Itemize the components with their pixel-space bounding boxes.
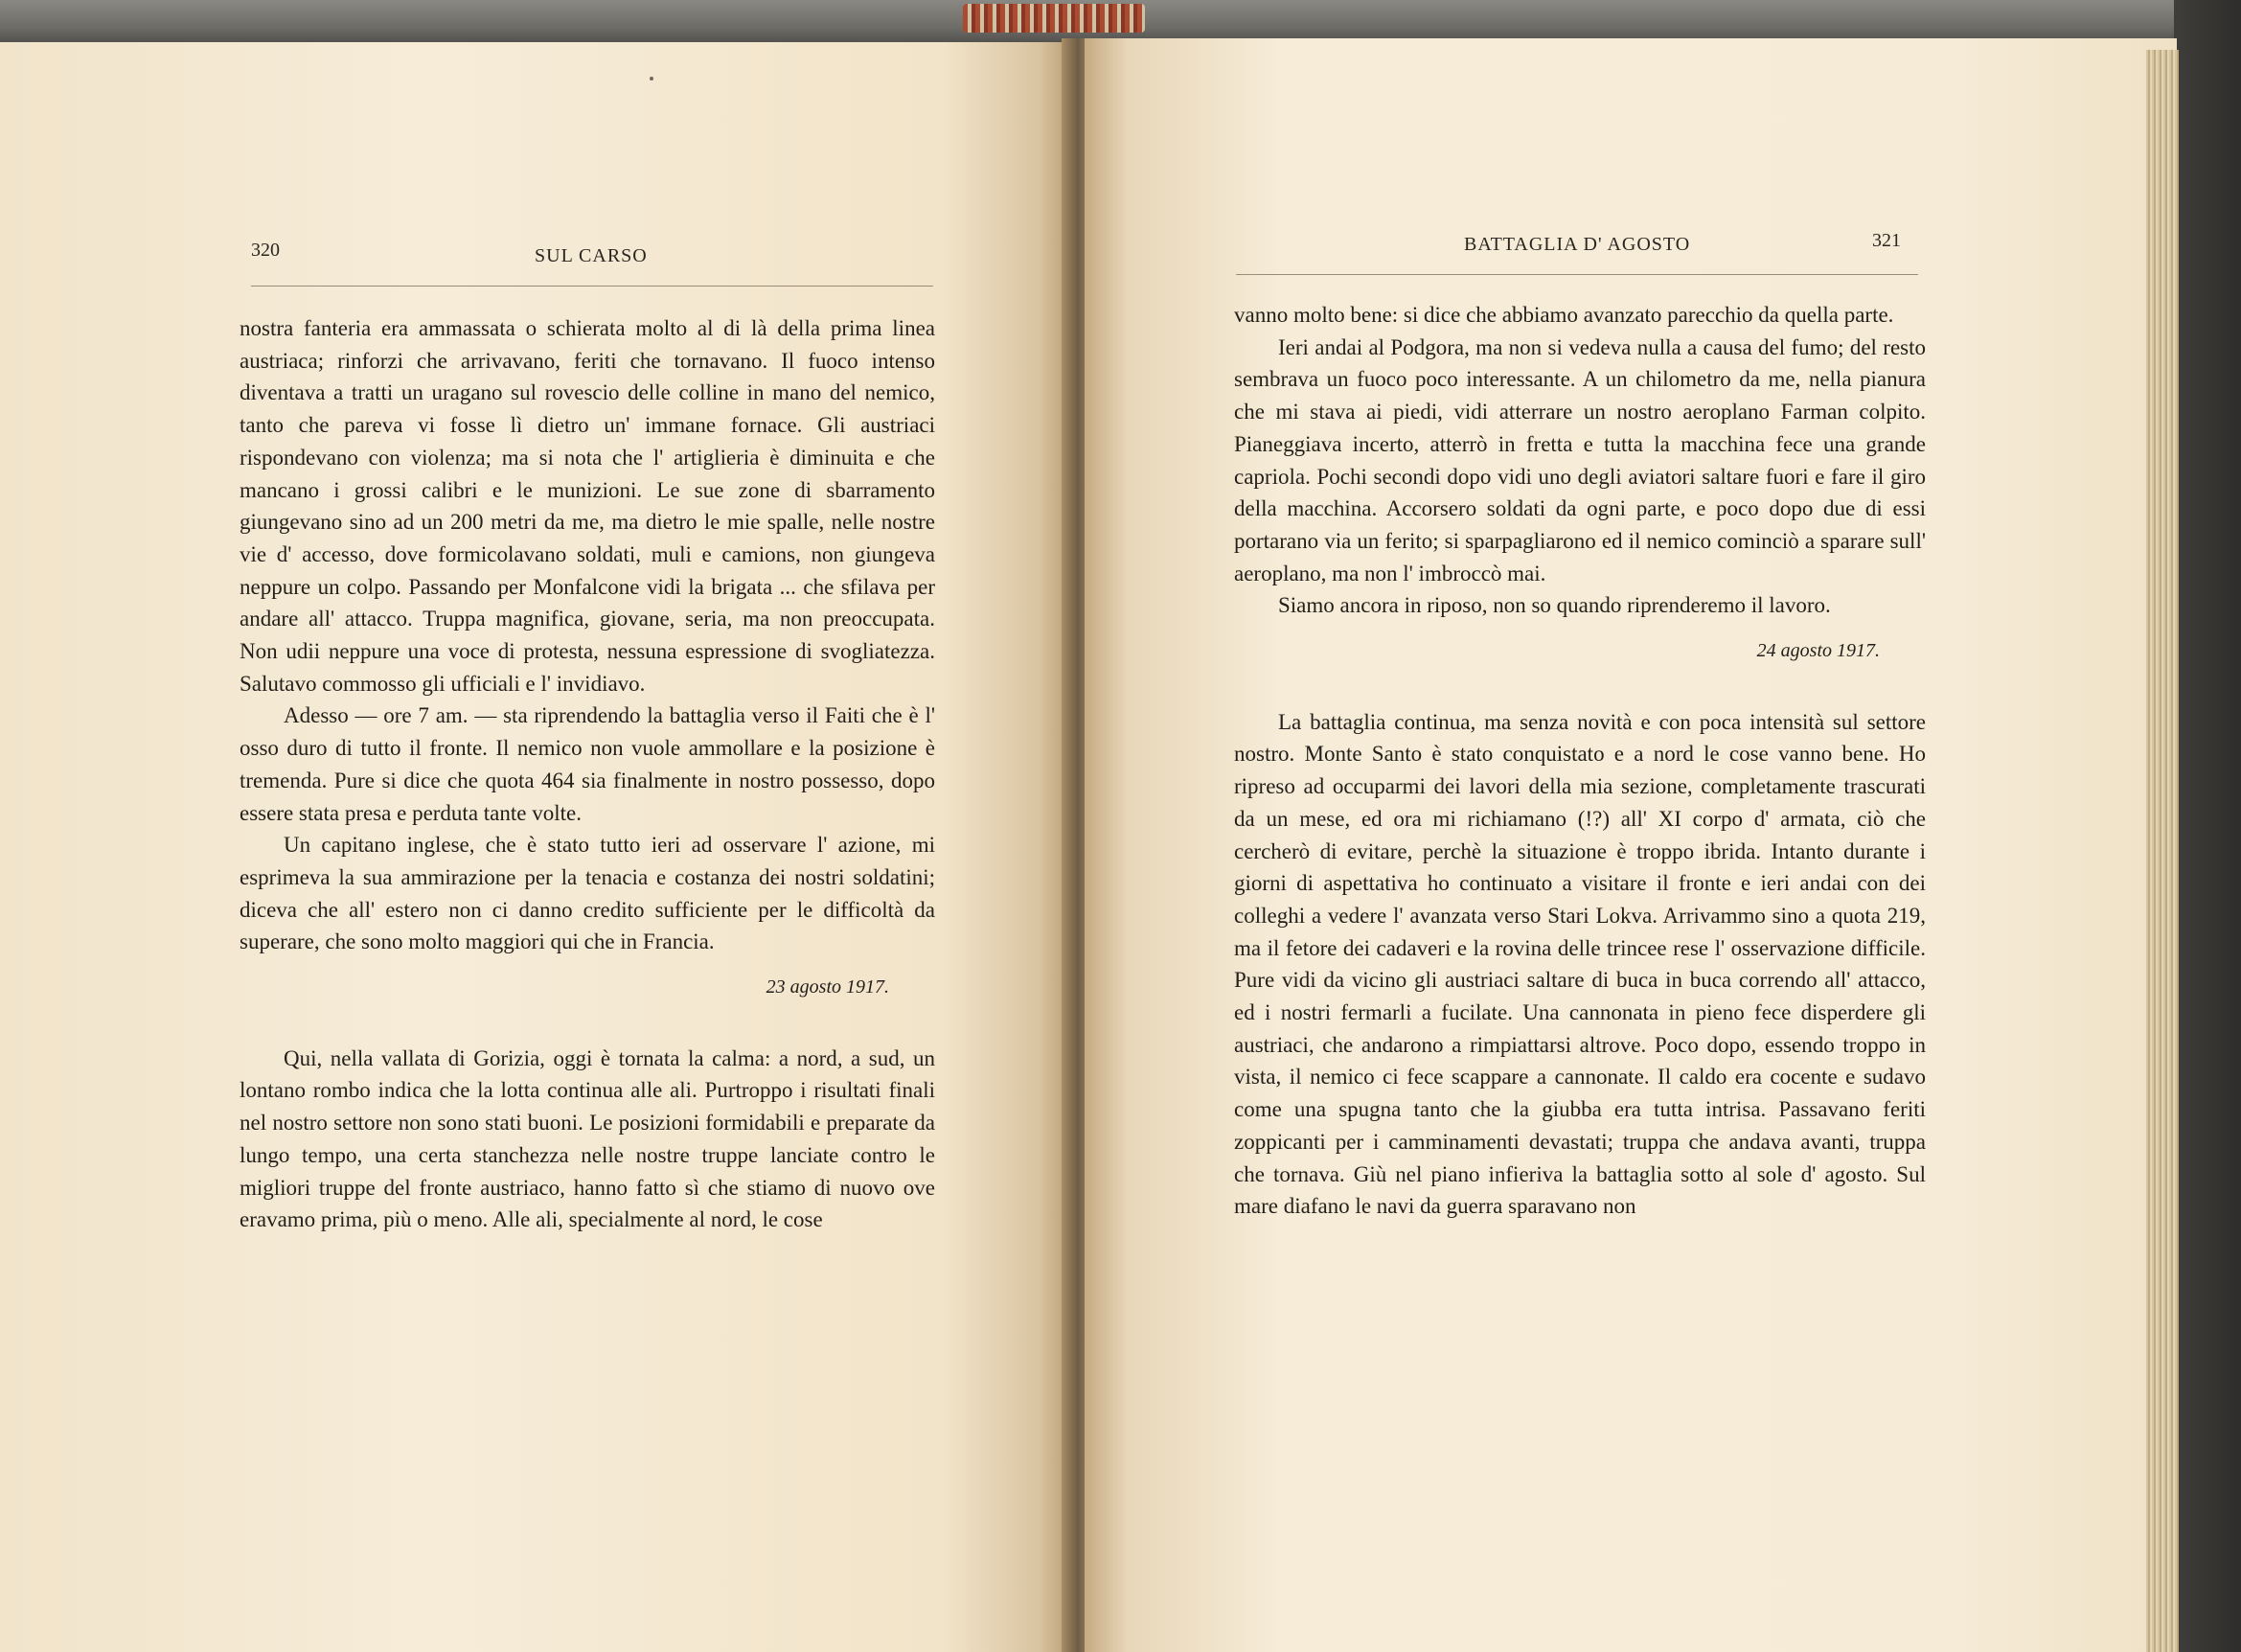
left-page-number: 320 xyxy=(251,240,280,261)
right-text-block xyxy=(1234,299,1926,1223)
left-head-rule xyxy=(251,286,933,287)
binding-cloth-right xyxy=(2174,0,2241,1652)
right-paragraph-2: Ieri andai al Podgora, ma non si vedeva nulla a causa del fumo; del resto sembrava un fuoco poco interessante. A un chilometro da me, nella pianura che mi stava ai piedi, vidi atterrare un nostro aeroplano Farman colpito. Pianeggiava incerto, atterrò in fretta e tutta la macchina fece una grande capriola. Pochi secondi dopo vidi uno degli aviatori saltare fuori e fare il giro della macchina. Accorsero soldati da ogni parte, e poco dopo due di essi portarano via un ferito; si sparpagliarono ed il nemico cominciò a sparare sull' aeroplano, ma non l' imbroccò mai. xyxy=(1234,334,1926,585)
left-paragraph-4: Qui, nella vallata di Gorizia, oggi è tornata la calma: a nord, a sud, un lontano rombo indica che la lotta continua alle ali. Purtroppo i risultati finali nel nostro settore non sono stati buoni. Le posizioni formidabili e preparate da lungo tempo, una certa stanchezza nelle nostre truppe lanciate contro le migliori truppe del fronte austriaco, hanno fatto sì che stiamo di nuovo ove eravamo prima, più o meno. Alle ali, specialmente al nord, le cose xyxy=(240,1045,935,1232)
left-text-block xyxy=(240,312,935,1236)
right-page-number: 321 xyxy=(1872,230,1901,251)
right-page xyxy=(1085,38,2177,1652)
book-headband xyxy=(963,4,1145,33)
page-edges xyxy=(2146,50,2179,1652)
ink-speck xyxy=(650,77,653,80)
left-page xyxy=(0,42,1071,1652)
right-paragraph-3: Siamo ancora in riposo, non so quando riprenderemo il lavoro. xyxy=(1278,593,1831,618)
left-paragraph-2: Adesso — ore 7 am. — sta riprendendo la battaglia verso il Faiti che è l' osso duro di tutto il fronte. Il nemico non vuole ammollare e la posizione è tremenda. Pure si dice che quota 464 sia finalmente in nostro possesso, dopo essere stata presa e perduta tante volte. xyxy=(240,703,935,825)
right-head-rule xyxy=(1236,274,1918,275)
right-paragraph-4: La battaglia continua, ma senza novità e con poca intensità sul settore nostro. Monte Santo è stato conquistato e a nord le cose vanno bene. Ho ripreso ad occuparmi dei lavori della mia sezione, completamente trascurati da un mese, ed ora mi richiamano (!?) all' XI corpo d' armata, ciò che cercherò di evitare, perchè la situazione è troppo ibrida. Intanto durante i giorni di aspettativa ho continuato a visitare il fronte e ieri andai con dei colleghi a vedere l' avanzata verso Stari Lokva. Arrivammo sino a quota 219, ma il fetore dei cadaveri e la rovina delle trincee rese l' osservazione difficile. Pure vidi da vicino gli austriaci saltare di buca in buca correndo all' attacco, ed i nostri fermarli a fucilate. Una cannonata in pieno fece disperdere gli austriaci, che andarono a rimpiattarsi altrove. Poco dopo, essendo troppo in vista, il nemico ci fece scappare a cannonate. Il caldo era cocente e sudavo come una spugna tanto che la giubba era tutta intrisa. Passavano feriti zoppicanti per i camminamenti devastati; truppa che andava avanti, truppa che tornava. Giù nel piano infieriva la battaglia sotto al sole d' agosto. Sul mare diafano le navi da guerra sparavano non xyxy=(1234,709,1926,1219)
left-paragraph-3: Un capitano inglese, che è stato tutto ieri ad osservare l' azione, mi esprimeva la sua ammirazione per la tenacia e costanza dei nostri soldatini; diceva che all' estero non ci danno credito sufficiente per le difficoltà da superare, che sono molto maggiori qui che in Francia. xyxy=(240,833,935,954)
right-paragraph-1: vanno molto bene: si dice che abbiamo avanzato parecchio da quella parte. xyxy=(1234,303,1894,327)
right-running-head: BATTAGLIA D' AGOSTO xyxy=(1464,234,1691,255)
left-date-line: 23 agosto 1917. xyxy=(766,976,889,998)
left-paragraph-1: nostra fanteria era ammassata o schierata molto al di là della prima linea austriaca; rinforzi che arrivavano, feriti che tornavano. Il fuoco intenso diventava a tratti un uragano sul rovescio delle colline in mano del nemico, tanto che pareva vi fosse lì dietro un' immane fornace. Gli austriaci rispondevano con violenza; ma si nota che l' artiglieria è diminuita e che mancano i grossi calibri e le munizioni. Le sue zone di sbarramento giungevano sino ad un 200 metri da me, ma dietro le mie spalle, nelle nostre vie d' accesso, dove formicolavano soldati, muli e camions, non giungeva neppure un colpo. Passando per Monfalcone vidi la brigata ... che sfilava per andare all' attacco. Truppa magnifica, giovane, seria, ma non preoccupata. Non udii neppure una voce di protesta, nessuna espressione di svogliatezza. Salutavo commosso gli ufficiali e l' invidiavo. xyxy=(240,316,935,696)
left-running-head: SUL CARSO xyxy=(535,245,648,266)
right-date-line: 24 agosto 1917. xyxy=(1756,640,1880,662)
